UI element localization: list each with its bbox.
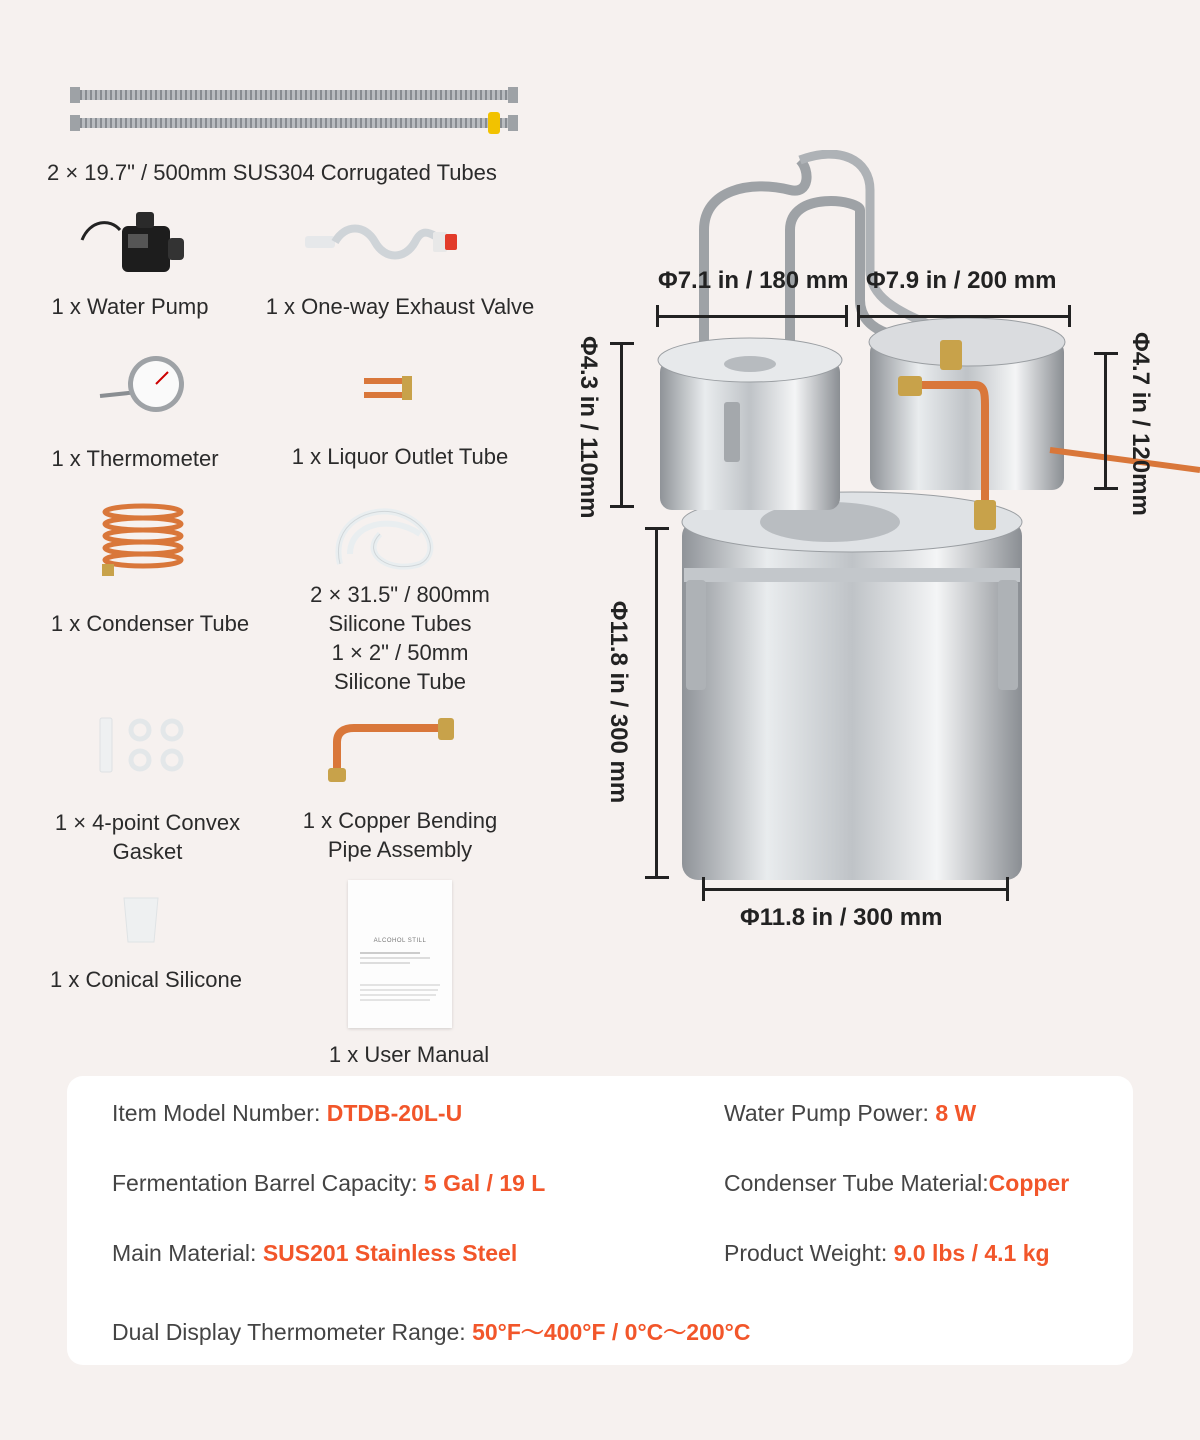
liquor-outlet-image [362,374,422,404]
dim-tick [610,342,634,345]
dim-tick [1006,877,1009,901]
dim-tick [610,505,634,508]
thermometer-label: 1 x Thermometer [51,446,219,471]
thumper-height-label: Φ4.7 in / 120mm [1127,332,1154,516]
thermometer-image [98,352,188,416]
gasket-label-2: Gasket [112,839,183,864]
manual-cover-title: ALCOHOL STILL [373,938,427,944]
spec-weight-label: Product Weight: [724,1240,894,1266]
spec-weight [724,1240,1050,1267]
dim-tick [645,527,669,530]
dim-tick [645,876,669,879]
gasket-image [96,714,192,776]
spec-capacity-label: Fermentation Barrel Capacity: [112,1170,424,1196]
pot-top-diameter-label: Φ7.1 in / 180 mm [658,267,849,294]
spec-pump [724,1100,976,1127]
dim-tick [656,305,659,327]
copper-pipe-label-1: 1 x Copper Bending [302,808,498,833]
spec-model-value: DTDB-20L-U [326,1100,463,1126]
pot-top-height-label: Φ4.3 in / 110mm [575,336,602,519]
spec-thermo-label: Dual Display Thermometer Range: [112,1319,473,1345]
spec-material-label: Main Material: [112,1240,263,1266]
spec-material [112,1240,517,1267]
thumper-diameter-label: Φ7.9 in / 200 mm [866,267,1057,294]
spec-capacity [112,1170,545,1197]
spec-condenser-value: Copper [988,1170,1070,1196]
dim-line-barrel-height [655,528,658,878]
gasket-label-1: 1 × 4-point Convex [54,810,241,835]
silicone-tubes-image [330,494,450,576]
water-pump-image [80,210,190,276]
dim-line-pot-top [657,315,847,318]
distiller-image [640,150,1200,890]
user-manual-label: 1 x User Manual [328,1042,490,1067]
spec-condenser-label: Condenser Tube Material: [724,1170,989,1196]
spec-pump-label: Water Pump Power: [724,1100,936,1126]
dim-line-pot-height [620,343,623,507]
conical-silicone-label: 1 x Conical Silicone [50,967,242,992]
exhaust-valve-image [305,222,465,262]
conical-silicone-image [120,894,162,946]
spec-thermometer [112,1314,750,1347]
spec-material-value: SUS201 Stainless Steel [262,1240,518,1266]
dim-tick [857,305,860,327]
silicone-tubes-label-1: 2 × 31.5" / 800mm [310,582,490,607]
corrugated-tubes-label: 2 × 19.7" / 500mm SUS304 Corrugated Tubes [47,160,497,185]
condenser-tube-label: 1 x Condenser Tube [50,611,250,636]
spec-card [67,1076,1133,1365]
silicone-tubes-label-2: Silicone Tubes [328,611,472,636]
copper-pipe-label-2: Pipe Assembly [327,837,473,862]
spec-weight-value: 9.0 lbs / 4.1 kg [893,1240,1050,1266]
condenser-tube-image [98,502,188,580]
water-pump-label: 1 x Water Pump [51,294,209,319]
spec-model [112,1100,462,1127]
liquor-outlet-label: 1 x Liquor Outlet Tube [291,444,509,469]
dim-tick [1094,487,1118,490]
user-manual-image [348,880,452,1028]
dim-tick [845,305,848,327]
spec-condenser [724,1170,1069,1197]
barrel-height-label: Φ11.8 in / 300 mm [605,600,632,804]
corrugated-tubes-image [70,84,520,144]
dim-tick [702,877,705,901]
dim-tick [1068,305,1071,327]
exhaust-valve-label: 1 x One-way Exhaust Valve [265,294,535,319]
dim-line-barrel-diameter [703,888,1008,891]
copper-pipe-image [322,712,462,784]
barrel-diameter-label: Φ11.8 in / 300 mm [740,904,943,931]
silicone-tubes-label-3: 1 × 2" / 50mm [331,640,469,665]
dim-line-thumper-height [1104,353,1107,489]
dim-tick [1094,352,1118,355]
spec-model-label: Item Model Number: [112,1100,327,1126]
dim-line-thumper [858,315,1070,318]
spec-capacity-value: 5 Gal / 19 L [423,1170,546,1196]
spec-thermo-value: 50°F～400°F / 0°C～200°C [472,1319,751,1345]
spec-pump-value: 8 W [935,1100,977,1126]
silicone-tubes-label-4: Silicone Tube [333,669,467,694]
